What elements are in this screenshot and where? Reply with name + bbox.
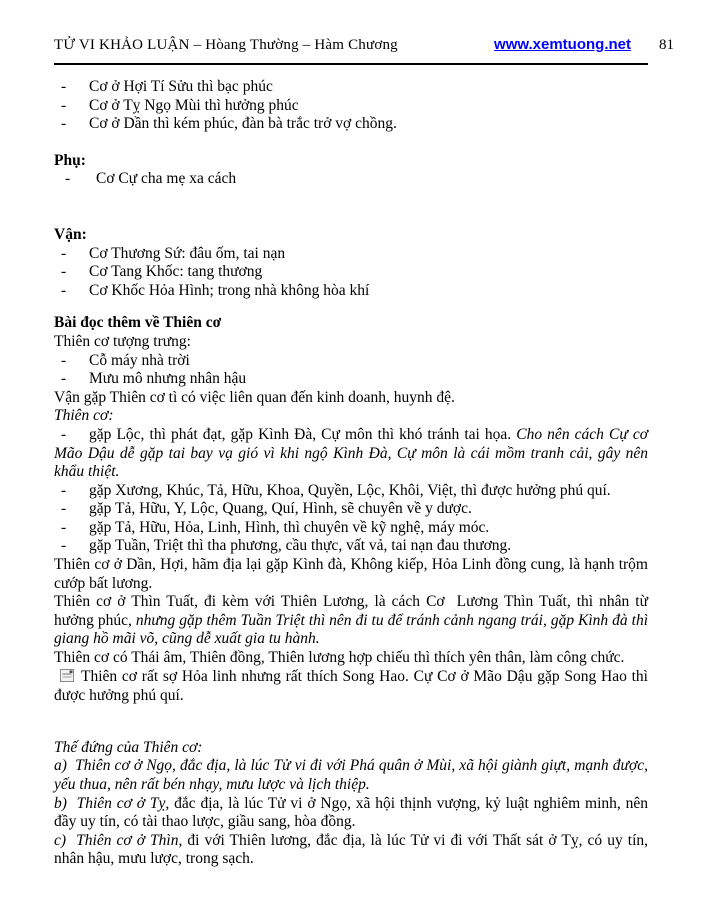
bullet-dash: -	[61, 281, 67, 299]
list-item	[54, 78, 648, 97]
van-gap-line: Vận gặp Thiên cơ tì có việc liên quan đến kinh doanh, huynh đệ.	[54, 388, 455, 406]
thedung-item-lead: c) Thiên cơ ở Thìn,	[54, 831, 183, 849]
bullet-dash: -	[61, 518, 67, 536]
list-item-text: Cơ Thương Sứ: đâu ốm, tai nạn	[89, 244, 286, 262]
bullet-dash: -	[61, 500, 67, 518]
gap-item-text-italic: Cho nên cách Cự cơ Mão Dậu dễ gặp tai bay vạ gió vì khi ngộ Kình Đà, Cự môn là cái mồm tranh cải, gây nên khẩu thiệt.	[54, 425, 649, 481]
list-item-text: Cơ Cự cha mẹ xa cách	[96, 170, 237, 188]
bullet-dash: -	[61, 537, 67, 555]
section-heading-van: Vận:	[54, 225, 87, 243]
bullet-dash: -	[61, 351, 67, 369]
list-item	[54, 370, 648, 389]
header-rule	[54, 63, 648, 65]
page-number: 81	[659, 37, 674, 53]
bullet-dash: -	[61, 115, 67, 133]
gap-item	[54, 519, 648, 538]
note-icon	[60, 669, 74, 688]
note-text: Thiên cơ rất sợ Hỏa linh nhưng rất thích Song Hao. Cự Cơ ở Mão Dậu gặp Song Hao thì được hưởng phú quí.	[54, 667, 648, 705]
bullet-dash: -	[65, 170, 71, 188]
gap-item-text: gặp Lộc, thì phát đạt, gặp Kình Đà, Cự môn thì khó tránh tai họa.	[89, 425, 517, 443]
bullet-dash: -	[61, 78, 67, 95]
paragraph-thai-am: Thiên cơ có Thái âm, Thiên đồng, Thiên lương hợp chiếu thì thích yên thân, làm công chức.	[54, 649, 625, 667]
list-item	[54, 263, 648, 282]
paragraph-text-italic: nhưng gặp thêm Tuần Triệt thì nên đi tu để tránh cảnh ngang trái, gặp Kình đà thì giang hồ mãi võ, cũng dễ xuất gia tu hành.	[54, 611, 648, 648]
thedung-item-c	[54, 832, 648, 869]
list-item-text: Cơ Tang Khốc: tang thương	[89, 263, 263, 281]
header-title: TỬ VI KHẢO LUẬN – Hòang Thường – Hàm Chương	[54, 37, 398, 53]
section-heading-baidoc: Bài đọc thêm về Thiên cơ	[54, 314, 222, 332]
list-item	[54, 352, 648, 371]
bullet-dash: -	[61, 370, 67, 388]
list-item-text: Mưu mô nhưng nhân hậu	[89, 370, 247, 388]
bullet-dash: -	[61, 263, 67, 281]
paragraph-dan-hoi: Thiên cơ ở Dần, Hợi, hãm địa lại gặp Kình đà, Không kiếp, Hỏa Linh đồng cung, là hạnh trộm cướp bất lương.	[54, 556, 648, 592]
gap-item-text: gặp Tả, Hữu, Y, Lộc, Quang, Quí, Hình, sẽ chuyên về y dược.	[89, 500, 472, 518]
list-item	[54, 115, 648, 134]
gap-item-text: gặp Tuần, Triệt thì tha phương, cầu thực, vất vả, tai nạn đau thương.	[89, 537, 512, 555]
paragraph-thin-tuat	[54, 593, 648, 649]
thedung-item-text: đắc địa, là lúc Tử vi ở Ngọ, xã hội thịnh vượng, kỷ luật nghiêm minh, nên đầy uy tín, có tài thao lược, giầu sang, hòa đồng.	[54, 794, 648, 831]
bullet-dash: -	[61, 96, 67, 114]
co-position-list	[54, 78, 648, 134]
paragraph-text: Thiên cơ ở Thìn Tuất, đi kèm với Thiên Lương, là cách Cơ Lương Thìn Tuất, thì nhân từ hưởng phúc,	[54, 593, 648, 629]
gap-item	[54, 500, 648, 519]
thedung-item-lead: b) Thiên cơ ở Tỵ,	[54, 794, 170, 812]
list-item-text: Cơ ở Dần thì kém phúc, đàn bà trắc trở vợ chồng.	[89, 115, 397, 133]
section-heading-phu: Phụ:	[54, 151, 86, 169]
thedung-item-text: đi với Thiên lương, đắc địa, là lúc Tử vi đi với Thất sát ở Tỵ, có uy tín, nhân hậu, mưu lược, trong sạch.	[54, 831, 649, 868]
gap-item-text: gặp Tả, Hữu, Hỏa, Linh, Hình, thì chuyên về kỹ nghệ, máy móc.	[89, 518, 490, 536]
header-link[interactable]: www.xemtuong.net	[494, 36, 631, 53]
list-item-text: Cơ ở Tỵ Ngọ Mùi thì hưởng phúc	[89, 96, 299, 114]
note-paragraph	[54, 668, 648, 706]
page-header	[54, 36, 674, 54]
symbol-label: Thiên cơ tượng trưng:	[54, 332, 191, 350]
gap-item-text: gặp Xương, Khúc, Tả, Hữu, Khoa, Quyền, Lộc, Khôi, Việt, thì được hưởng phú quí.	[89, 481, 611, 499]
section-heading-thedung: Thế đứng của Thiên cơ:	[54, 738, 203, 756]
bullet-dash: -	[61, 425, 67, 443]
list-item-text: Cơ Khốc Hỏa Hình; trong nhà không hòa khí	[89, 281, 370, 299]
gap-item	[54, 482, 648, 501]
list-item-text: Cỗ máy nhà trời	[89, 351, 190, 369]
list-item	[54, 97, 648, 116]
list-item	[54, 170, 648, 189]
list-item-text: Cơ ở Hợi Tí Sửu thì bạc phúc	[89, 78, 273, 95]
thedung-item-b	[54, 795, 648, 832]
list-item	[54, 245, 648, 264]
bullet-dash: -	[61, 481, 67, 499]
thedung-item-a: a) Thiên cơ ở Ngọ, đắc địa, là lúc Tử vi đi với Phá quân ở Mùi, xã hội giành giựt, mạnh được, yếu thua, nên rất bén nhạy, mưu lược và lịch thiệp.	[54, 757, 648, 793]
bullet-dash: -	[61, 244, 67, 262]
thienco-label: Thiên cơ:	[54, 407, 114, 425]
gap-item	[54, 426, 648, 482]
list-item	[54, 282, 648, 301]
gap-item	[54, 537, 648, 556]
